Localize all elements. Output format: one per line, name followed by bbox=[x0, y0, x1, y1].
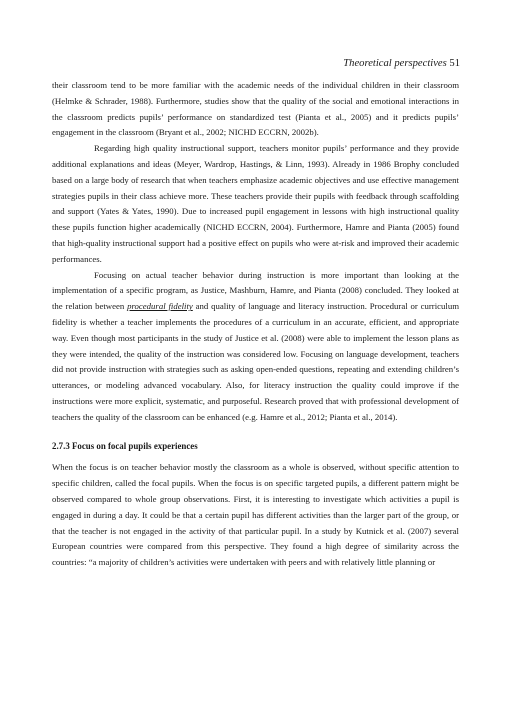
section-heading: 2.7.3 Focus on focal pupils experiences bbox=[52, 440, 198, 451]
paragraph-instructional-support: Regarding high quality instructional support, teachers monitor pupils’ performance and they provide additional explanations and ideas (Meyer, Wardrop, Hastings, & Linn, 1993). Already in 1986 Brophy concluded based on a large body of research that when teachers emphasize academic objectives and use effective management strategies pupils in their class achieve more. These teachers provide their pupils with feedback through scaffolding and support (Yates & Yates, 1990). Due to increased pupil engagement in lessons with high instructional quality these pupils function higher academically (NICHD ECCRN, 2004). Furthermore, Hamre and Pianta (2005) found that high-quality instructional support had a positive effect on pupils who were at-risk and improved their academic performances. bbox=[52, 143, 459, 264]
paragraph-procedural-fidelity bbox=[52, 268, 459, 426]
emphasized-term: procedural fidelity bbox=[127, 301, 193, 312]
paragraph-text-end: and quality of language and literacy instruction. Procedural or curriculum fidelity is whether a teacher implements the procedures of a curriculum in an accurate, efficient, and appropriate way. Even though most participants in the study of Justice et al. (2008) were able to implement the lesson plans as they were intended, the quality of the instruction was considered low. Focusing on language development, teachers did not provide instruction with strategies such as asking open-ended questions, repeating and extending children’s utterances, or modeling advanced vocabulary. Also, for literacy instruction the quality could improve if the instructions were more explicit, systematic, and purposeful. Research proved that with professional development of teachers the quality of the classroom can be enhanced (e.g. Hamre et al., 2012; Pianta et al., 2014). bbox=[52, 301, 459, 422]
body-text bbox=[52, 78, 459, 571]
paragraph-focal-pupils: When the focus is on teacher behavior mostly the classroom as a whole is observed, without specific attention to specific children, called the focal pupils. When the focus is on specific targeted pupils, a different pattern might be observed compared to whole group observations. First, it is interesting to investigate which activities a pupil is engaged in during a day. It could be that a certain pupil has different activities than the larger part of the group, or that the teacher is not engaged in the activity of that particular pupil. In a study by Kutnick et al. (2007) several European countries were compared from this perspective. They found a high degree of similarity across the countries: “a majority of children’s activities were undertaken with peers and with relatively little planning or bbox=[52, 462, 459, 568]
running-title: Theoretical perspectives bbox=[343, 58, 447, 69]
paragraph-text-start: Focusing on actual teacher behavior during instruction is more important than looking at the implementation of a specific program, as Justice, Mashburn, Hamre, and Pianta (2008) concluded. They looked at the relation between bbox=[52, 269, 459, 312]
running-header bbox=[343, 57, 460, 70]
paragraph-continuation: their classroom tend to be more familiar with the academic needs of the individual children in their classroom (Helmke & Schrader, 1988). Furthermore, studies show that the quality of the social and emotional interactions in the classroom predicts pupils’ performance on standardized test (Pianta et al., 2005) and it predicts pupils’ engagement in the classroom (Bryant et al., 2002; NICHD ECCRN, 2002b). bbox=[52, 80, 459, 138]
page-number: 51 bbox=[449, 58, 460, 69]
